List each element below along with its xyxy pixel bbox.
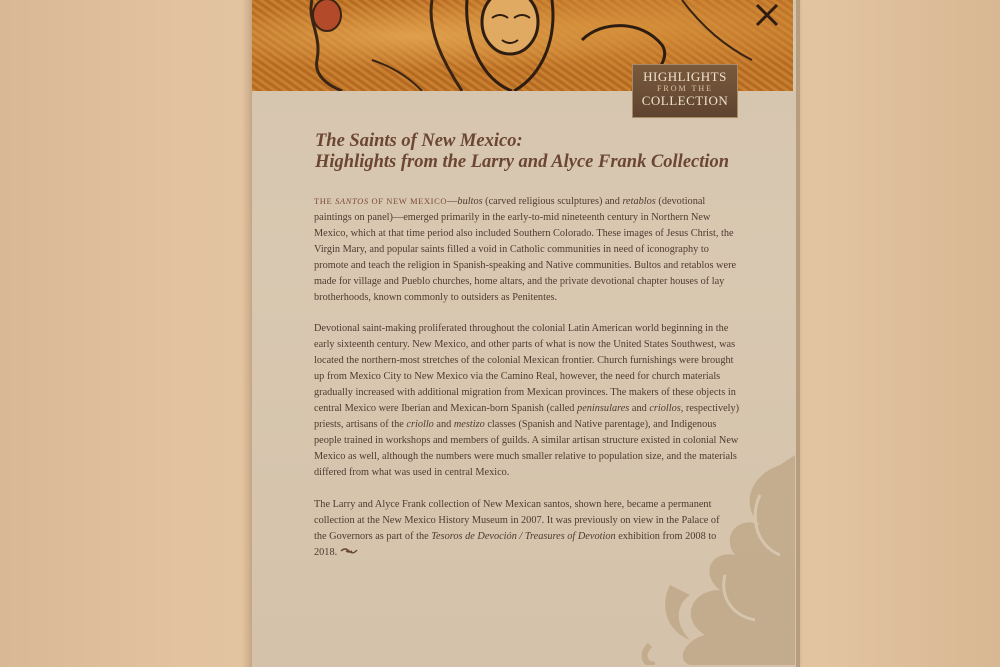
p2-text-3: , respectively) priests, artisans of the xyxy=(314,403,740,430)
p2-text-4: and xyxy=(433,419,454,430)
panel-edge xyxy=(796,0,800,667)
panel-title xyxy=(315,131,775,173)
p2-text-5: classes (Spanish and Native parentage), and Indigenous people trained in workshops and members of guilds. A similar artisan structure existed in colonial New Mexico as well, although the numbers were much smaller relative to population size, and the materials differed from what was used in central Mexico. xyxy=(314,419,739,478)
exhibition-title: Tesoros de Devoción / Treasures of Devotion xyxy=(431,531,616,542)
term-mestizo: mestizo xyxy=(453,419,485,430)
paragraph-1 xyxy=(314,193,744,306)
p3-text-1: The Larry and Alyce Frank collection of New Mexican santos, shown here, became a permanent collection at the New Mexico History Museum in 2007. It was previously on view in the Palace of the Governors as part of the xyxy=(314,499,720,542)
p2-text-1: Devotional saint-making proliferated throughout the colonial Latin American world beginning in the early sixteenth century. New Mexico, and other parts of what is now the United States Southwest, was located the northern-most stretches of the colonial Mexican frontier. Church furnishings were brought up from Mexico City to New Mexico via the Camino Real, however, the need for church materials gradually increased with additional migration from Mexican provinces. The makers of these objects in central Mexico were Iberian and Mexican-born Spanish (called xyxy=(314,323,736,414)
lead-in-2: OF NEW MEXICO xyxy=(368,196,448,206)
lead-in-1: THE xyxy=(314,196,336,206)
p1-text-2: (devotional paintings on panel)—emerged primarily in the early-to-mid nineteenth century in Northern New Mexico, which at that time period also included Southern Colorado. These images of Jesus Christ, the Virgin Mary, and popular saints filled a void in Catholic communities in need of iconography to promote and teach the religion in Spanish-speaking and Native communities. Bultos and retablos were made for village and Pueblo churches, home altars, and the private devotional chapter houses of lay brotherhoods, known commonly to outsiders as Penitentes. xyxy=(314,196,737,303)
term-retablos: retablos xyxy=(622,196,656,207)
wall-shadow xyxy=(242,0,252,667)
badge-line-2: FROM THE xyxy=(656,84,714,93)
term-peninsulares: peninsulares xyxy=(577,403,630,414)
badge-line-1: HIGHLIGHTS xyxy=(643,69,727,84)
dash: — xyxy=(447,196,458,207)
p2-text-2: and xyxy=(629,403,650,414)
title-line-1: The Saints of New Mexico: xyxy=(315,131,523,151)
term-criollos: criollos xyxy=(649,403,681,414)
acanthus-leaf-ornament xyxy=(630,455,795,665)
highlights-badge xyxy=(632,64,738,118)
p1-text-1: (carved religious sculptures) and xyxy=(482,196,623,207)
end-ornament-icon xyxy=(340,547,358,558)
badge-line-3: COLLECTION xyxy=(641,93,729,108)
term-criollo: criollo xyxy=(406,419,434,430)
lead-in-santos: SANTOS xyxy=(335,196,369,206)
title-line-2: Highlights from the Larry and Alyce Frank Collection xyxy=(315,152,730,172)
p3-text-2: exhibition from 2008 to 2018. xyxy=(314,531,717,558)
term-bultos: bultos xyxy=(457,196,483,207)
